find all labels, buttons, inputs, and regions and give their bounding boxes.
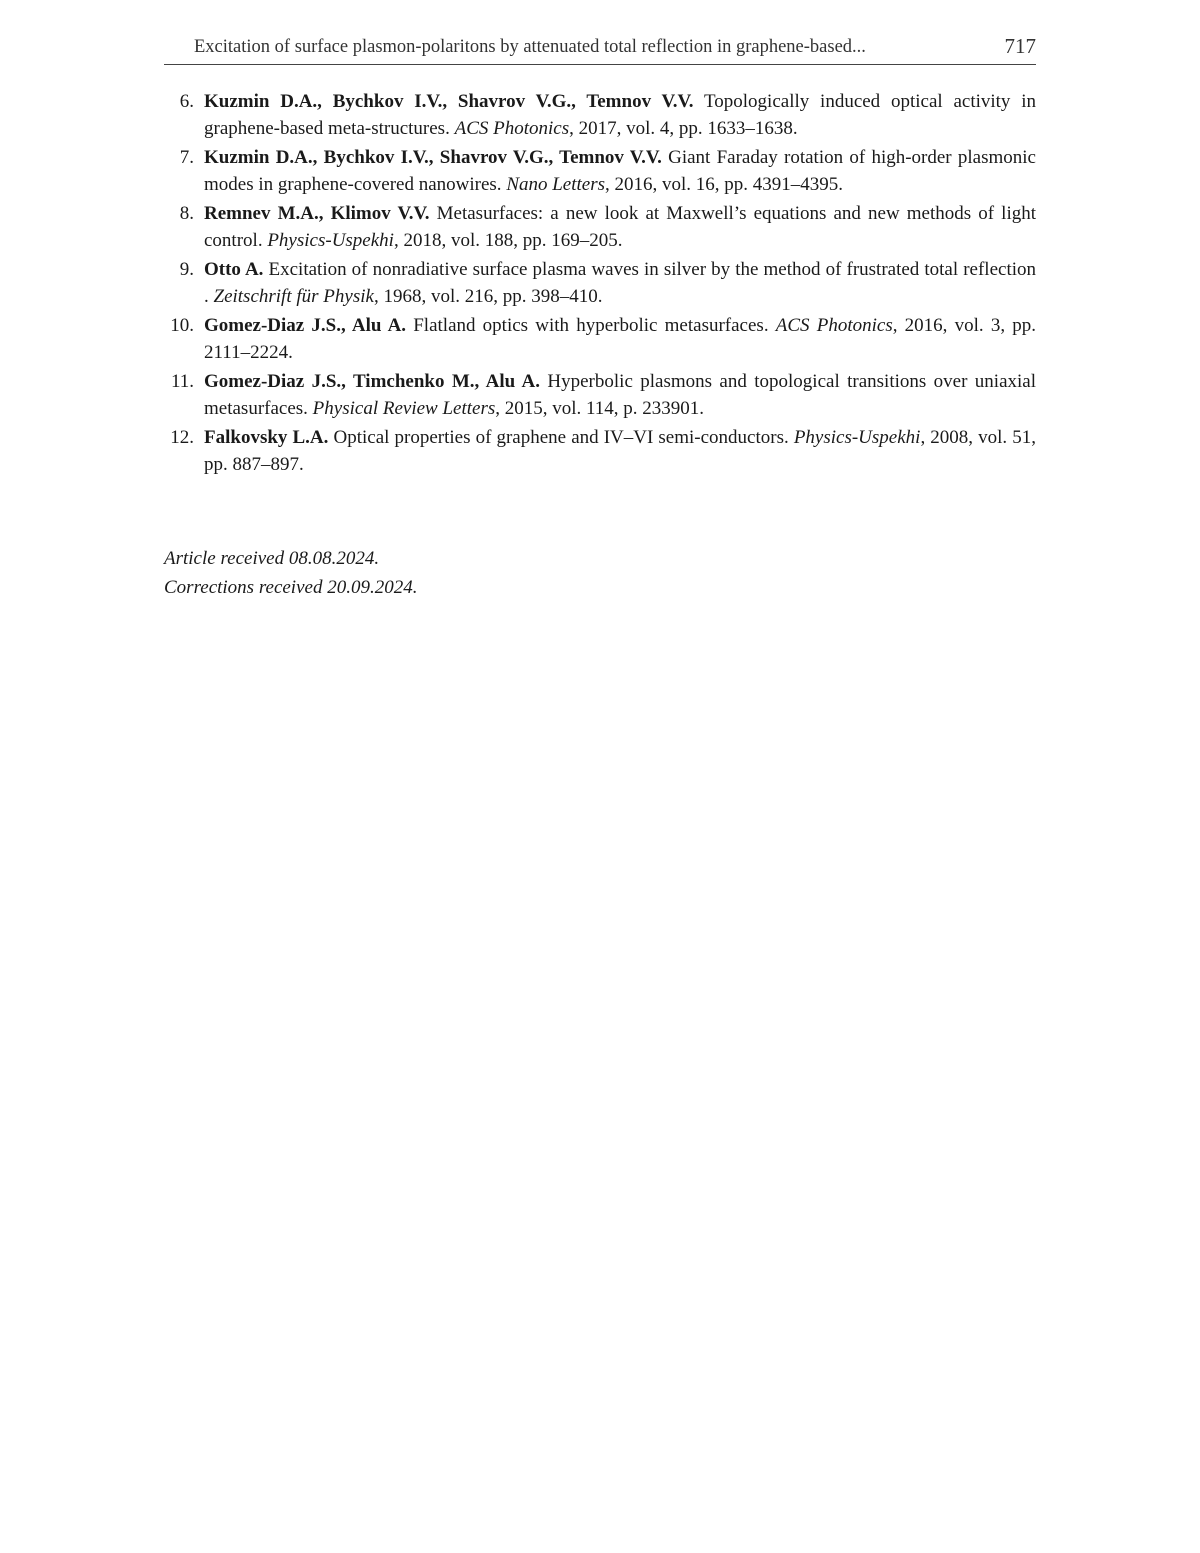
reference-details: , 2016, vol. 3, pp. 2111–2224. <box>204 315 1036 363</box>
reference-title: Excitation of nonradiative surface plasma waves in silver by the method of frustrated total reflection . <box>204 259 1036 307</box>
reference-journal: Zeitschrift für Physik <box>213 285 374 307</box>
reference-list <box>164 89 1036 481</box>
reference-title: Optical properties of graphene and IV–VI semi-conductors. <box>328 427 794 448</box>
reference-authors: Falkovsky L.A. <box>204 427 329 448</box>
reference-number: 12. <box>170 427 194 448</box>
reference-title: Hyperbolic plasmons and topological transitions over uniaxial metasurfaces. <box>204 371 1036 419</box>
reference-journal: ACS Photonics <box>775 315 893 336</box>
reference-authors: Kuzmin D.A., Bychkov I.V., Shavrov V.G., Temnov V.V. <box>204 91 694 112</box>
reference-item <box>164 201 1036 254</box>
reference-authors: Otto A. <box>204 259 264 280</box>
received-dates <box>164 544 1036 602</box>
reference-title: Giant Faraday rotation of high-order plasmonic modes in graphene-covered nanowires. <box>204 147 1036 195</box>
reference-details: , 2017, vol. 4, pp. 1633–1638. <box>569 117 798 139</box>
reference-title: Flatland optics with hyperbolic metasurfaces. <box>406 315 776 336</box>
reference-journal: ACS Photonics <box>454 117 570 139</box>
reference-journal: Physics-Uspekhi <box>267 229 394 251</box>
reference-item <box>164 369 1036 422</box>
reference-number: 11. <box>170 371 194 392</box>
reference-item <box>164 425 1036 478</box>
reference-authors: Gomez-Diaz J.S., Alu A. <box>204 315 407 336</box>
reference-journal: Physics-Uspekhi <box>793 427 921 448</box>
reference-number: 8. <box>179 203 194 224</box>
reference-number: 10. <box>170 315 194 336</box>
reference-number: 9. <box>179 259 194 280</box>
reference-item <box>164 89 1036 142</box>
reference-authors: Kuzmin D.A., Bychkov I.V., Shavrov V.G., Temnov V.V. <box>204 147 662 168</box>
reference-details: , 1968, vol. 216, pp. 398–410. <box>373 285 603 307</box>
reference-journal: Physical Review Letters <box>312 397 496 419</box>
reference-item <box>164 145 1036 198</box>
reference-title: Metasurfaces: a new look at Maxwell’s equations and new methods of light control. <box>204 203 1037 251</box>
reference-details: , 2008, vol. 51, pp. 887–897. <box>204 427 1036 475</box>
reference-authors: Remnev M.A., Klimov V.V. <box>204 203 430 224</box>
running-header <box>164 34 1036 65</box>
reference-number: 7. <box>179 147 194 168</box>
reference-item <box>164 313 1036 366</box>
corrections-received: Corrections received 20.09.2024. <box>164 577 418 598</box>
reference-title: Topologically induced optical activity in graphene-based meta-structures. <box>204 91 1036 139</box>
running-title: Excitation of surface plasmon-polaritons by attenuated total reflection in graphene-based... <box>194 37 866 57</box>
reference-item <box>164 257 1036 310</box>
page-number: 717 <box>1004 34 1036 58</box>
article-received: Article received 08.08.2024. <box>164 548 380 569</box>
reference-details: , 2015, vol. 114, p. 233901. <box>495 397 705 419</box>
reference-authors: Gomez-Diaz J.S., Timchenko M., Alu A. <box>204 371 541 392</box>
reference-details: , 2018, vol. 188, pp. 169–205. <box>393 229 623 251</box>
reference-number: 6. <box>179 91 194 112</box>
reference-journal: Nano Letters <box>506 173 606 195</box>
reference-details: , 2016, vol. 16, pp. 4391–4395. <box>605 173 844 195</box>
